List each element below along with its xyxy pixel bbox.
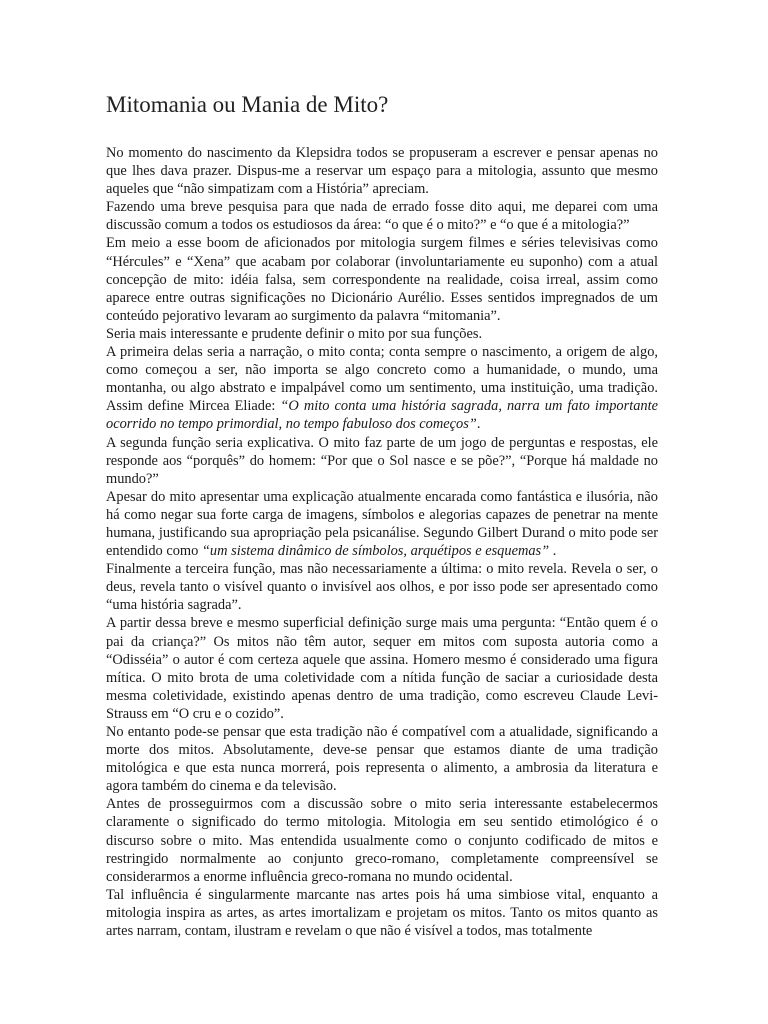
eliade-quote: “O mito conta uma história sagrada, narra um fato importante ocorrido no tempo primordial, no tempo fabuloso dos começos” <box>106 398 658 433</box>
paragraph-tradition: No entanto pode-se pensar que esta tradição não é compatível com a atualidade, significando a morte dos mitos. Absolutamente, deve-se pensar que estamos diante de uma tradição mitológica e que esta nunca morrerá, pois representa o alimento, a ambrosia da literatura e agora também do cinema e da televisão. <box>106 724 658 795</box>
paragraph-psychoanalysis <box>106 488 658 560</box>
paragraph-third-function: Finalmente a terceira função, mas não necessariamente a última: o mito revela. Revela o ser, o deus, revela tanto o visível quanto o invisível aos olhos, e por isso pode ser apresentado como “uma história sagrada”. <box>106 561 658 614</box>
paragraph-mitomania: Em meio a esse boom de aficionados por mitologia surgem filmes e séries televisivas como “Hércules” e “Xena” que acabam por colaborar (involuntariamente eu suponho) com a atual concepção de mito: idéia falsa, sem correspondente na realidade, coisa irreal, assim como aparece entre outras significações no Dicionário Aurélio. Esses sentidos impregnados de um conteúdo pejorativo levaram ao surgimento da palavra “mitomania”. <box>106 235 658 324</box>
first-function-end: . <box>476 416 481 433</box>
paragraph-authorship: A partir dessa breve e mesmo superficial definição surge mais uma pergunta: “Então quem é o pai da criança?” Os mitos não têm autor, sequer em mitos com suposta autoria como a “Odisséia” o autor é com certeza aquele que assina. Homero mesmo é considerado uma figura mítica. O mito brota de uma coletividade com a nítida função de saciar a curiosidade desta mesma coletividade, existindo apenas dentro de uma tradição, como escreveu Claude Levi-Strauss em “O cru e o cozido”. <box>106 615 658 722</box>
paragraph-research: Fazendo uma breve pesquisa para que nada de errado fosse dito aqui, me deparei com uma discussão comum a todos os estudiosos da área: “o que é o mito?” e “o que é a mitologia?” <box>106 199 658 234</box>
document-title: Mitomania ou Mania de Mito? <box>106 92 389 117</box>
paragraph-intro: No momento do nascimento da Klepsidra todos se propuseram a escrever e pensar apenas no que lhes dava prazer. Dispus-me a reservar um espaço para a mitologia, assunto que mesmo aqueles que “não simpatizam com a História” apreciam. <box>106 145 658 198</box>
paragraph-second-function: A segunda função seria explicativa. O mito faz parte de um jogo de perguntas e respostas, ele responde aos “porquês” do homem: “Por que o Sol nasce e se põe?”, “Porque há maldade no mundo?” <box>106 434 658 487</box>
paragraph-functions: Seria mais interessante e prudente definir o mito por sua funções. <box>106 325 483 342</box>
document-page <box>106 90 658 940</box>
paragraph-arts-influence: Tal influência é singularmente marcante nas artes pois há uma simbiose vital, enquanto a mitologia inspira as artes, as artes imortalizam e projetam os mitos. Tanto os mitos quanto as artes narram, contam, ilustram e revelam o que não é visível a todos, mas totalmente <box>106 886 658 940</box>
document-body <box>106 144 658 940</box>
paragraph-mythology-definition: Antes de prosseguirmos com a discussão sobre o mito seria interessante estabelecermos claramente o significado do termo mitologia. Mitologia em seu sentido etimológico é o discurso sobre o mito. Mas entendida usualmente como o conjunto codificado de mitos e restringido normalmente ao conjunto greco-romano, completamente compreensível se considerarmos a enorme influência greco-romana no mundo ocidental. <box>106 796 658 885</box>
psychoanalysis-end: . <box>549 543 557 560</box>
durand-quote: “um sistema dinâmico de símbolos, arquétipos e esquemas” <box>201 543 550 560</box>
psychoanalysis-text: Apesar do mito apresentar uma explicação atualmente encarada como fantástica e ilusória, não há como negar sua forte carga de imagens, símbolos e alegorias capazes de penetrar na mente humana, justificando sua apropriação pela psicanálise. Segundo Gilbert Durand o mito pode ser entendido como <box>106 488 658 560</box>
first-function-text: A primeira delas seria a narração, o mito conta; conta sempre o nascimento, a origem de algo, como começou a ser, não importa se algo concreto como a humanidade, o mundo, uma montanha, ou algo abstrato e impalpável como um sentimento, uma instituição, uma tradição. Assim define Mircea Eliade: <box>106 344 658 415</box>
paragraph-first-function <box>106 343 658 433</box>
